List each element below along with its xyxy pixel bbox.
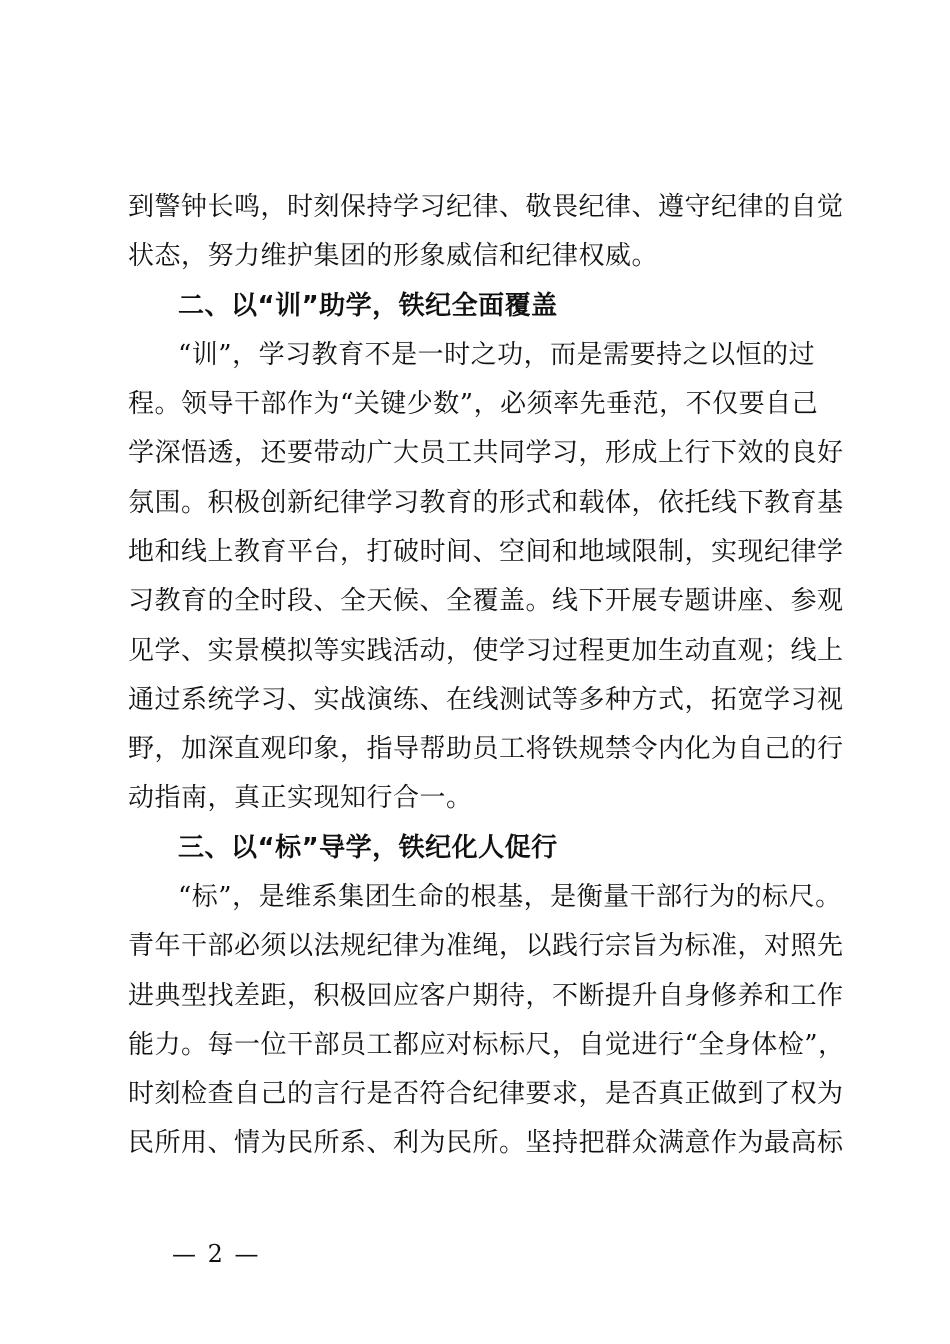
body-text-line: 通过系统学习、实战演练、在线测试等多种方式，拓宽学习视: [128, 685, 844, 715]
body-text-line: 地和线上教育平台，打破时间、空间和地域限制，实现纪律学: [128, 537, 844, 567]
section-heading-3: 三、以“标”导学，铁纪化人促行: [178, 833, 558, 863]
body-text-line: 时刻检查自己的言行是否符合纪律要求，是否真正做到了权为: [128, 1079, 844, 1109]
section-heading-2: 二、以“训”助学，铁纪全面覆盖: [178, 291, 558, 321]
body-text-line: 进典型找差距，积极回应客户期待，不断提升自身修养和工作: [128, 981, 844, 1011]
page-number: — 2 —: [172, 1240, 261, 1268]
body-text-line: 学深悟透，还要带动广大员工共同学习，形成上行下效的良好: [128, 438, 844, 468]
body-text-line: 青年干部必须以法规纪律为准绳，以践行宗旨为标准，对照先: [128, 931, 844, 961]
body-text-line: 民所用、情为民所系、利为民所。坚持把群众满意作为最高标: [128, 1128, 844, 1158]
body-text-line: 习教育的全时段、全天候、全覆盖。线下开展专题讲座、参观: [128, 586, 844, 616]
body-text-line: “标”，是维系集团生命的根基，是衡量干部行为的标尺。: [178, 882, 842, 912]
body-text-line: 野，加深直观印象，指导帮助员工将铁规禁令内化为自己的行: [128, 734, 844, 764]
body-text-line: 能力。每一位干部员工都应对标标尺，自觉进行“全身体检”，: [128, 1030, 845, 1060]
body-text-line: 程。领导干部作为“关键少数”，必须率先垂范，不仅要自己: [128, 389, 819, 419]
body-text-line: “训”，学习教育不是一时之功，而是需要持之以恒的过: [178, 340, 816, 370]
body-text-line: 动指南，真正实现知行合一。: [128, 783, 473, 813]
body-text-line: 状态，努力维护集团的形象威信和纪律权威。: [128, 241, 659, 271]
body-text-line: 见学、实景模拟等实践活动，使学习过程更加生动直观；线上: [128, 636, 844, 666]
body-text-line: 到警钟长鸣，时刻保持学习纪律、敬畏纪律、遵守纪律的自觉: [128, 192, 844, 222]
body-text-line: 氛围。积极创新纪律学习教育的形式和载体，依托线下教育基: [128, 488, 844, 518]
